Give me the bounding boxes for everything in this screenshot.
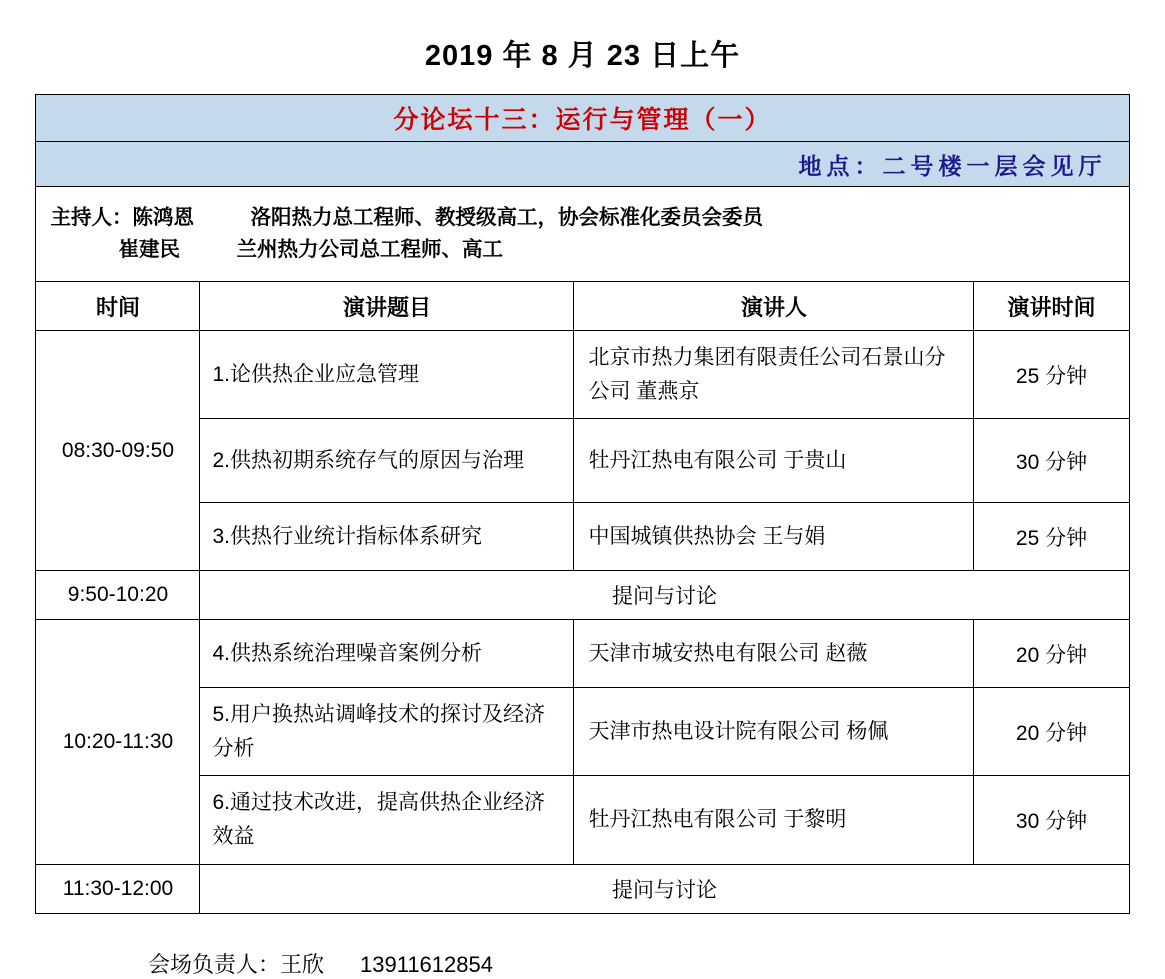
table-row (36, 419, 1129, 503)
talk-duration: 25 分钟 (974, 503, 1129, 571)
column-header-row (36, 282, 1129, 331)
break-row (36, 864, 1129, 913)
host-label-1: 主持人： (50, 206, 133, 230)
break-time-2: 11:30-12:00 (36, 864, 200, 913)
session-time-2: 10:20-11:30 (36, 620, 200, 864)
venue-cell (36, 142, 1129, 187)
table-row (36, 620, 1129, 688)
talk-topic: 3.供热行业统计指标体系研究 (200, 503, 574, 571)
host-affiliation-2: 兰州热力公司总工程师、高工 (236, 238, 503, 261)
contact-label: 会场负责人：王欣 (148, 951, 325, 977)
break-label-1: 提问与讨论 (200, 571, 1129, 620)
talk-speaker: 北京市热力集团有限责任公司石景山分公司 董燕京 (574, 331, 974, 419)
break-time-1: 9:50-10:20 (36, 571, 200, 620)
venue-row (36, 142, 1129, 187)
column-header-speaker: 演讲人 (574, 282, 974, 331)
forum-banner-cell (36, 95, 1129, 142)
talk-speaker: 牡丹江热电有限公司 于贵山 (574, 419, 974, 503)
column-header-topic: 演讲题目 (200, 282, 574, 331)
table-row (36, 776, 1129, 864)
talk-topic: 6.通过技术改进，提高供热企业经济效益 (200, 776, 574, 864)
talk-speaker: 中国城镇供热协会 王与娟 (574, 503, 974, 571)
table-row (36, 331, 1129, 419)
talk-topic: 1.论供热企业应急管理 (200, 331, 574, 419)
contact-phone: 13911612854 (360, 951, 493, 977)
venue-text: 地点：二号楼一层会见厅 (798, 152, 1107, 179)
talk-speaker: 天津市热电设计院有限公司 杨佩 (574, 688, 974, 776)
host-name-1: 陈鸿恩 (132, 206, 194, 230)
table-row (36, 688, 1129, 776)
host-line-2 (50, 234, 1128, 266)
talk-duration: 30 分钟 (974, 776, 1129, 864)
table-row (36, 503, 1129, 571)
talk-duration: 20 分钟 (974, 688, 1129, 776)
schedule-table (35, 94, 1129, 914)
footer (0, 948, 1165, 979)
column-header-time: 时间 (36, 282, 200, 331)
talk-topic: 5.用户换热站调峰技术的探讨及经济分析 (200, 688, 574, 776)
column-header-duration: 演讲时间 (974, 282, 1129, 331)
host-cell (36, 187, 1129, 282)
forum-banner-text: 分论坛十三：运行与管理（一） (393, 106, 772, 134)
break-label-2: 提问与讨论 (200, 864, 1129, 913)
talk-speaker: 天津市城安热电有限公司 赵薇 (574, 620, 974, 688)
host-affiliation-1: 洛阳热力总工程师、教授级高工，协会标准化委员会委员 (250, 206, 763, 230)
host-name-2: 崔建民 (118, 238, 180, 261)
talk-duration: 20 分钟 (974, 620, 1129, 688)
talk-speaker: 牡丹江热电有限公司 于黎明 (574, 776, 974, 864)
host-row (36, 187, 1129, 282)
talk-duration: 25 分钟 (974, 331, 1129, 419)
break-row (36, 571, 1129, 620)
page-title: 2019 年 8 月 23 日上午 (424, 40, 741, 72)
banner-row (36, 95, 1129, 142)
host-line-1 (50, 202, 1128, 234)
talk-duration: 30 分钟 (974, 419, 1129, 503)
session-time-1: 08:30-09:50 (36, 331, 200, 571)
talk-topic: 2.供热初期系统存气的原因与治理 (200, 419, 574, 503)
talk-topic: 4.供热系统治理噪音案例分析 (200, 620, 574, 688)
